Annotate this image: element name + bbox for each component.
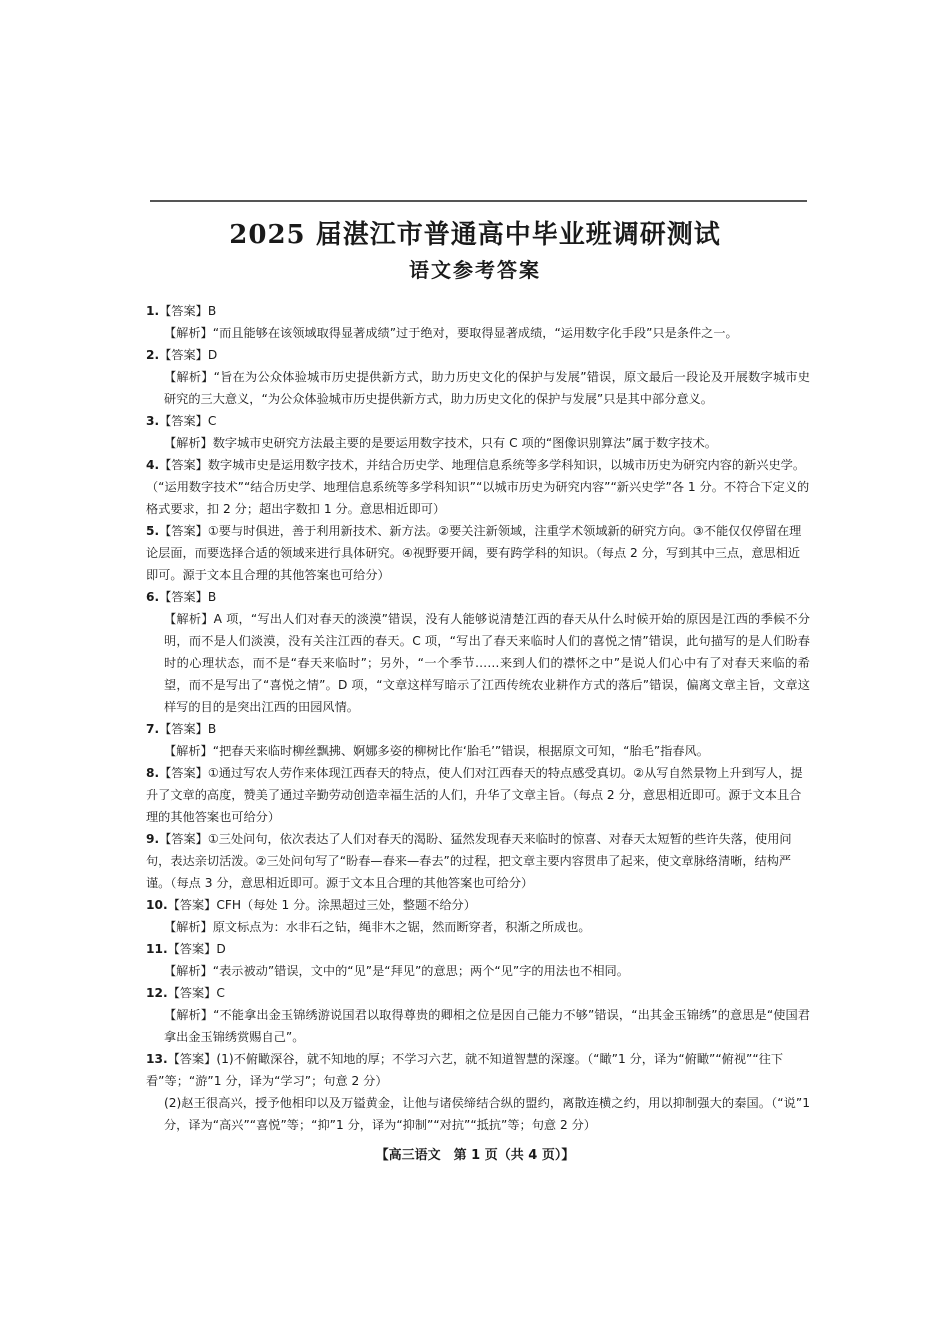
analysis-text: 【解析】“不能拿出金玉锦绣游说国君以取得尊贵的卿相之位是因自己能力不够”错误，“出其金玉锦绣”的意思是“使国君拿出金玉锦绣赏赐自己”。 (164, 1008, 810, 1044)
answer-item (146, 586, 810, 718)
answer-item (146, 410, 810, 454)
answer-text: 【答案】B (159, 590, 217, 604)
answer-item (146, 300, 810, 344)
question-number: 8. (146, 766, 160, 780)
question-number: 13. (146, 1052, 168, 1066)
answer-text: 【答案】CFH（每处 1 分。涂黑超过三处，整题不给分） (167, 898, 476, 912)
question-number: 1. (146, 304, 160, 318)
answer-line (146, 1048, 810, 1092)
answer-line (146, 718, 810, 740)
question-number: 5. (146, 524, 160, 538)
answer-item (146, 982, 810, 1048)
analysis-text: 【解析】数字城市史研究方法最主要的是要运用数字技术，只有 C 项的“图像识别算法”属于数字技术。 (164, 436, 717, 450)
answer-line (146, 520, 810, 586)
answer-item (146, 938, 810, 982)
analysis-text: 【解析】原文标点为：水非石之钻，绳非木之锯，然而断穿者，积渐之所成也。 (164, 920, 591, 934)
page-title: 2025 届湛江市普通高中毕业班调研测试 (229, 220, 721, 250)
answer-line (146, 300, 810, 322)
answer-line (146, 828, 810, 894)
question-number: 10. (146, 898, 168, 912)
answer-text: 【答案】B (159, 722, 217, 736)
answer-text: 【答案】数字城市史是运用数字技术，并结合历史学、地理信息系统等多学科知识，以城市历史为研究内容的新兴史学。（“运用数字技术”“结合历史学、地理信息系统等多学科知识”“以城市历史为研究内容”“新兴史学”各 1 分。不符合下定义的格式要求，扣 2 分；超出字数扣 1 分。意思相近即可） (146, 458, 810, 516)
answer-item (146, 520, 810, 586)
analysis-text: 【解析】A 项，“写出人们对春天的淡漠”错误，没有人能够说清楚江西的春天从什么时候开始的原因是江西的季候不分明，而不是人们淡漠，没有关注江西的春天。C 项，“写出了春天来临时人们的喜悦之情”错误，此句描写的是人们盼春时的心理状态，而不是“春天来临时”；另外，“一个季节……来到人们的襟怀之中”是说人们心中有了对春天来临的希望，而不是写出了“喜悦之情”。D 项，“文章这样写暗示了江西传统农业耕作方式的落后”错误，偏离文章主旨，文章这样写的目的是突出江西的田园风情。 (164, 612, 810, 714)
page-footer: 【高三语文 第 1 页（共 4 页）】 (375, 1148, 575, 1163)
answer-text: 【答案】B (159, 304, 217, 318)
question-number: 3. (146, 414, 160, 428)
question-number: 2. (146, 348, 160, 362)
answer-item (146, 344, 810, 410)
question-number: 6. (146, 590, 160, 604)
answer-item (146, 762, 810, 828)
answer-text: 【答案】C (159, 414, 217, 428)
answer-text: 【答案】①要与时俱进，善于利用新技术、新方法。②要关注新领域，注重学术领域新的研究方向。③不能仅仅停留在理论层面，而要选择合适的领域来进行具体研究。④视野要开阔，要有跨学科的知识。（每点 2 分，写到其中三点，意思相近即可。源于文本且合理的其他答案也可给分） (146, 524, 802, 582)
answer-line (146, 762, 810, 828)
answer-text: 【答案】(1)不俯瞰深谷，就不知地的厚；不学习六艺，就不知道智慧的深邃。（“瞰”1 分，译为“俯瞰”“俯视”“往下看”等；“游”1 分，译为“学习”；句意 2 分） (146, 1052, 784, 1088)
answer-text: 【答案】①通过写农人劳作来体现江西春天的特点，使人们对江西春天的特点感受真切。②从写自然景物上升到写人，提升了文章的高度，赞美了通过辛勤劳动创造幸福生活的人们，升华了文章主旨。（每点 2 分，意思相近即可。源于文本且合理的其他答案也可给分） (146, 766, 803, 824)
analysis-text: (2)赵王很高兴，授予他相印以及万镒黄金，让他与诸侯缔结合纵的盟约，离散连横之约，用以抑制强大的秦国。（“说”1 分，译为“高兴”“喜悦”等；“抑”1 分，译为“抑制”“对抗”“抵抗”等；句意 2 分） (164, 1096, 810, 1132)
answer-line (146, 586, 810, 608)
answer-text: 【答案】D (159, 348, 218, 362)
question-number: 11. (146, 942, 168, 956)
answer-item (146, 1048, 810, 1136)
analysis-text: 【解析】“把春天来临时柳丝飘拂、婀娜多姿的柳树比作‘胎毛’”错误，根据原文可知，“胎毛”指春风。 (164, 744, 709, 758)
question-number: 12. (146, 986, 168, 1000)
answer-line (146, 894, 810, 916)
page-subtitle: 语文参考答案 (409, 258, 541, 282)
answer-text: 【答案】C (167, 986, 225, 1000)
answer-item (146, 894, 810, 938)
answer-line (146, 938, 810, 960)
answer-line (146, 410, 810, 432)
question-number: 9. (146, 832, 160, 846)
answer-line (146, 344, 810, 366)
answer-line (146, 454, 810, 520)
answer-list (146, 300, 810, 1136)
analysis-text: 【解析】“表示被动”错误，文中的“见”是“拜见”的意思；两个“见”字的用法也不相同。 (164, 964, 629, 978)
analysis-text: 【解析】“旨在为公众体验城市历史提供新方式，助力历史文化的保护与发展”错误，原文最后一段论及开展数字城市史研究的三大意义，“为公众体验城市历史提供新方式，助力历史文化的保护与发展”只是其中部分意义。 (164, 370, 810, 406)
answer-text: 【答案】D (167, 942, 226, 956)
answer-item (146, 718, 810, 762)
analysis-text: 【解析】“而且能够在该领域取得显著成绩”过于绝对，要取得显著成绩，“运用数字化手段”只是条件之一。 (164, 326, 738, 340)
answer-text: 【答案】①三处问句，依次表达了人们对春天的渴盼、猛然发现春天来临时的惊喜、对春天太短暂的些许失落，使用问句，表达亲切活泼。②三处问句写了“盼春—春来—春去”的过程，把文章主要内容贯串了起来，使文章脉络清晰，结构严谨。（每点 3 分，意思相近即可。源于文本且合理的其他答案也可给分） (146, 832, 792, 890)
question-number: 7. (146, 722, 160, 736)
answer-line (146, 982, 810, 1004)
answer-item (146, 828, 810, 894)
answer-item (146, 454, 810, 520)
question-number: 4. (146, 458, 160, 472)
top-rule (150, 200, 807, 202)
